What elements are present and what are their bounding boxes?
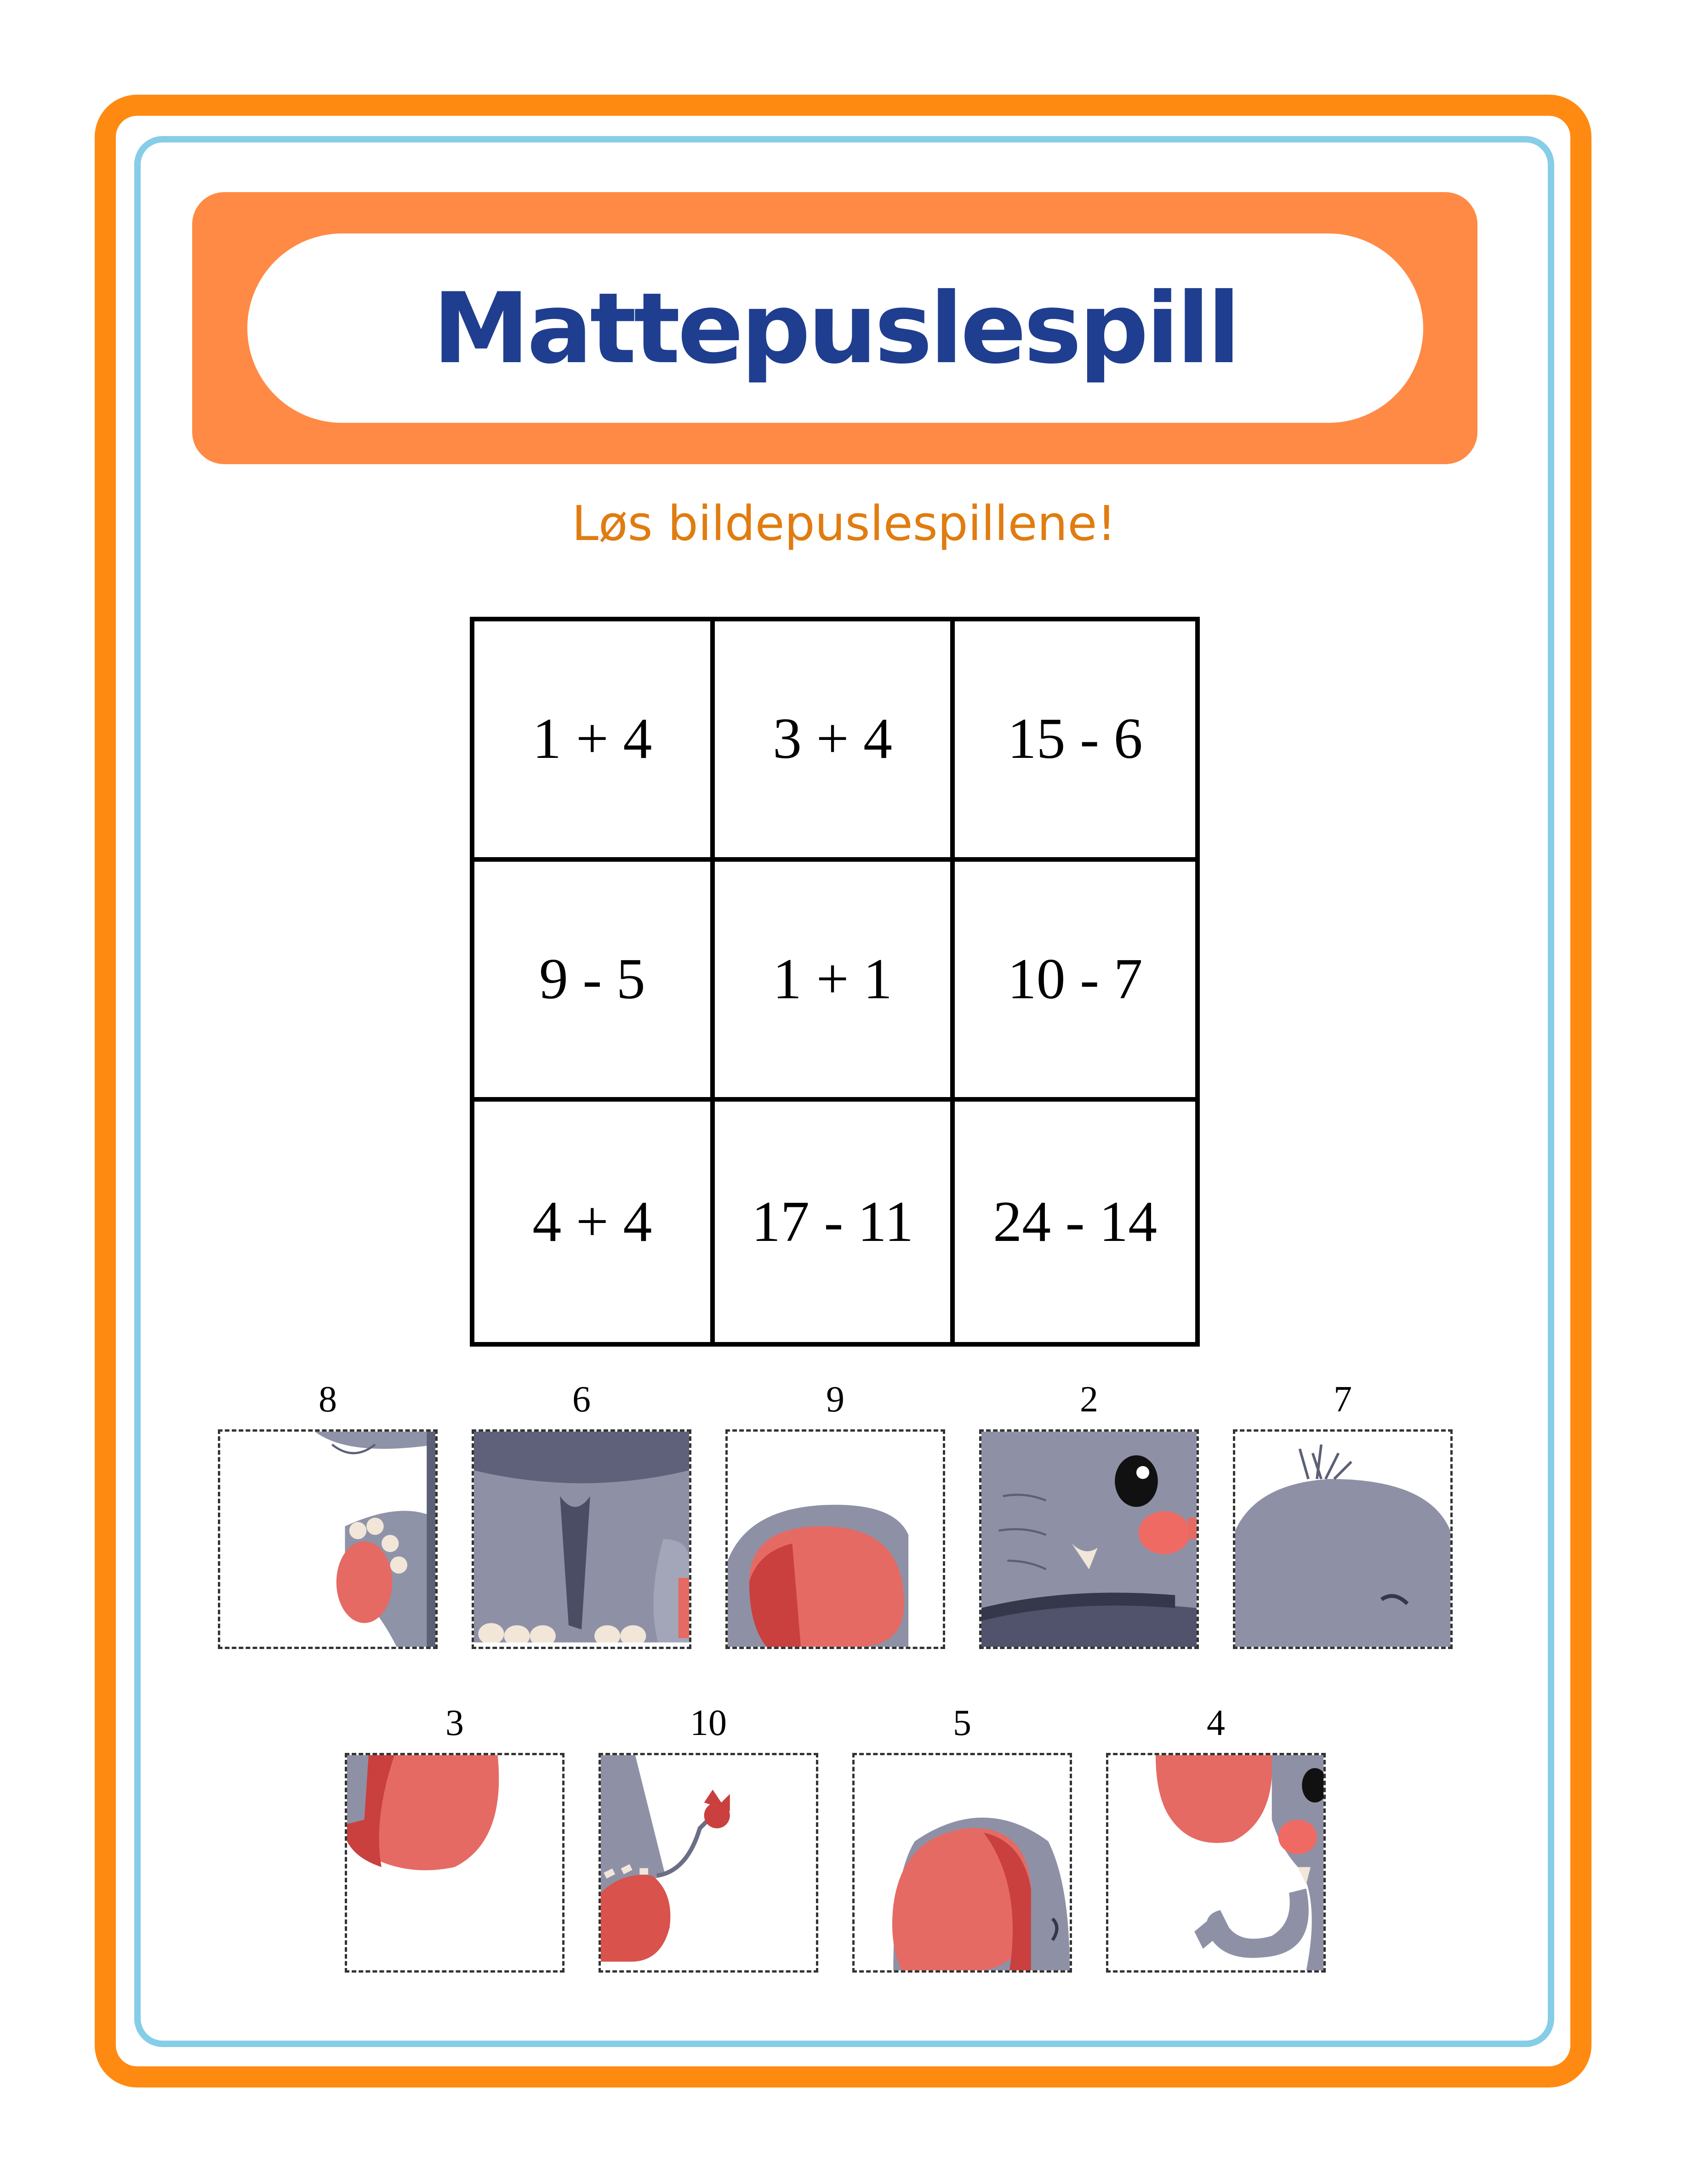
- puzzle-piece[interactable]: [1106, 1698, 1326, 1973]
- piece-label: 2: [1080, 1379, 1098, 1420]
- puzzle-grid: [470, 617, 1200, 1347]
- piece-label: 5: [953, 1703, 971, 1743]
- puzzle-piece[interactable]: [218, 1374, 438, 1649]
- grid-cell: 9 - 5: [474, 862, 715, 1102]
- elephant-ear-icon: [345, 1753, 565, 1973]
- elephant-leg-icon: [218, 1429, 438, 1649]
- piece-label: 7: [1334, 1379, 1352, 1420]
- page-subtitle: Løs bildepuslespillene!: [571, 495, 1117, 552]
- puzzle-piece[interactable]: [725, 1374, 945, 1649]
- puzzle-piece[interactable]: [852, 1698, 1072, 1973]
- grid-cell: 10 - 7: [955, 862, 1195, 1102]
- page-title: Mattepuslespill: [433, 271, 1238, 385]
- grid-cell: 15 - 6: [955, 621, 1195, 862]
- elephant-face-icon: [979, 1429, 1199, 1649]
- title-pill: [247, 233, 1423, 423]
- piece-label: 10: [690, 1703, 727, 1743]
- elephant-tail-icon: [599, 1753, 818, 1973]
- grid-cell: 1 + 4: [474, 621, 715, 862]
- puzzle-piece[interactable]: [1233, 1374, 1453, 1649]
- piece-label: 9: [826, 1379, 844, 1420]
- elephant-head-top-icon: [1233, 1429, 1453, 1649]
- grid-cell: 4 + 4: [474, 1102, 715, 1342]
- piece-label: 8: [319, 1379, 337, 1420]
- piece-label: 6: [572, 1379, 591, 1420]
- elephant-body-icon: [472, 1429, 691, 1649]
- grid-cell: 1 + 1: [715, 862, 955, 1102]
- puzzle-piece[interactable]: [472, 1374, 691, 1649]
- grid-cell: 17 - 11: [715, 1102, 955, 1342]
- elephant-ear-icon: [852, 1753, 1072, 1973]
- puzzle-piece[interactable]: [979, 1374, 1199, 1649]
- elephant-foot-icon: [725, 1429, 945, 1649]
- piece-label: 4: [1207, 1703, 1225, 1743]
- piece-label: 3: [445, 1703, 464, 1743]
- grid-cell: 3 + 4: [715, 621, 955, 862]
- puzzle-piece[interactable]: [599, 1698, 818, 1973]
- grid-cell: 24 - 14: [993, 1189, 1158, 1254]
- elephant-trunk-icon: [1106, 1753, 1326, 1973]
- puzzle-piece[interactable]: [345, 1698, 565, 1973]
